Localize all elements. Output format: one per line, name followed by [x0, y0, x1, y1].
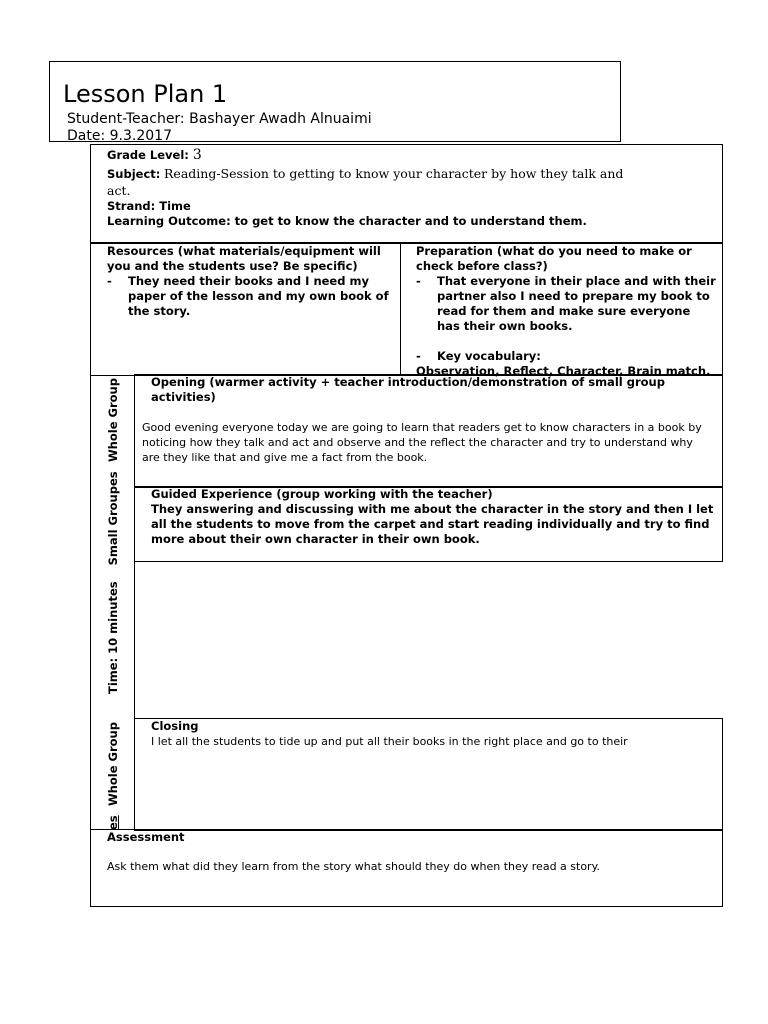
- column-divider: [400, 243, 401, 375]
- guided-experience-section: [134, 486, 723, 562]
- grade-value: 3: [192, 147, 202, 163]
- learning-outcome: Learning Outcome: to get to know the character and to understand them.: [107, 214, 587, 228]
- lesson-header: [49, 61, 621, 142]
- side-column-left-border: [90, 374, 91, 834]
- opening-heading: Opening (warmer activity + teacher introduction/demonstration of small group activities): [151, 375, 665, 404]
- grade-level: [107, 148, 202, 163]
- subject-value: Reading-Session to getting to know your character by how they talk and: [164, 166, 624, 181]
- side-label-time: [106, 471, 120, 694]
- resources-cell: [107, 244, 391, 319]
- closing-section: [134, 718, 723, 831]
- preparation-heading: Preparation (what do you need to make or check before class?): [416, 244, 692, 273]
- assessment-section: [90, 829, 723, 907]
- side-label-fragment: es: [106, 815, 120, 830]
- vocabulary-text: Observation, Reflect, Character, Brain match.: [416, 364, 711, 378]
- guided-heading: Guided Experience (group working with the teacher): [151, 487, 493, 501]
- subject-value-cont: act.: [107, 183, 131, 198]
- time-label: Time: 10 minutes: [106, 581, 120, 694]
- subject: [107, 166, 623, 182]
- subject-label: Subject:: [107, 167, 161, 181]
- assessment-heading: Assessment: [107, 830, 185, 844]
- preparation-cell: [416, 244, 716, 379]
- guided-text: They answering and discussing with me about the character in the story and then I let all the students to move from the carpet and start reading individually and try to find more about their own character in their own book.: [151, 502, 714, 546]
- student-teacher: Student-Teacher: Bashayer Awadh Alnuaimi: [67, 111, 372, 127]
- strand: Strand: Time: [107, 199, 191, 213]
- side-label-whole-group-top: Whole Group: [106, 378, 120, 462]
- closing-text: I let all the students to tide up and put all their books in the right place and go to their: [151, 735, 628, 748]
- small-group-label: Small Groupes: [106, 471, 120, 566]
- side-label-whole-group-bottom: Whole Group: [106, 722, 120, 806]
- lesson-info-section: [90, 144, 723, 244]
- assessment-text: Ask them what did they learn from the story what should they do when they read a story.: [107, 860, 601, 873]
- closing-heading: Closing: [151, 719, 199, 733]
- resources-preparation-row: [90, 242, 723, 376]
- vocabulary-label: - Key vocabulary:: [416, 349, 716, 364]
- resources-item: - They need their books and I need my paper of the lesson and my own book of the story.: [107, 274, 391, 319]
- opening-section: [134, 374, 723, 488]
- lesson-date: Date: 9.3.2017: [67, 128, 172, 142]
- page-title: Lesson Plan 1: [63, 80, 228, 108]
- preparation-item: - That everyone in their place and with their partner also I need to prepare my book to read for them and make sure everyone has their own books.: [416, 274, 716, 334]
- opening-text: Good evening everyone today we are going to learn that readers get to know characters in a book by noticing how they talk and act and observe and the reflect the character and try to understand why are they like that and give me a fact from the book.: [142, 421, 702, 464]
- grade-label: Grade Level:: [107, 148, 189, 162]
- resources-heading: Resources (what materials/equipment will you and the students use? Be specific): [107, 244, 381, 273]
